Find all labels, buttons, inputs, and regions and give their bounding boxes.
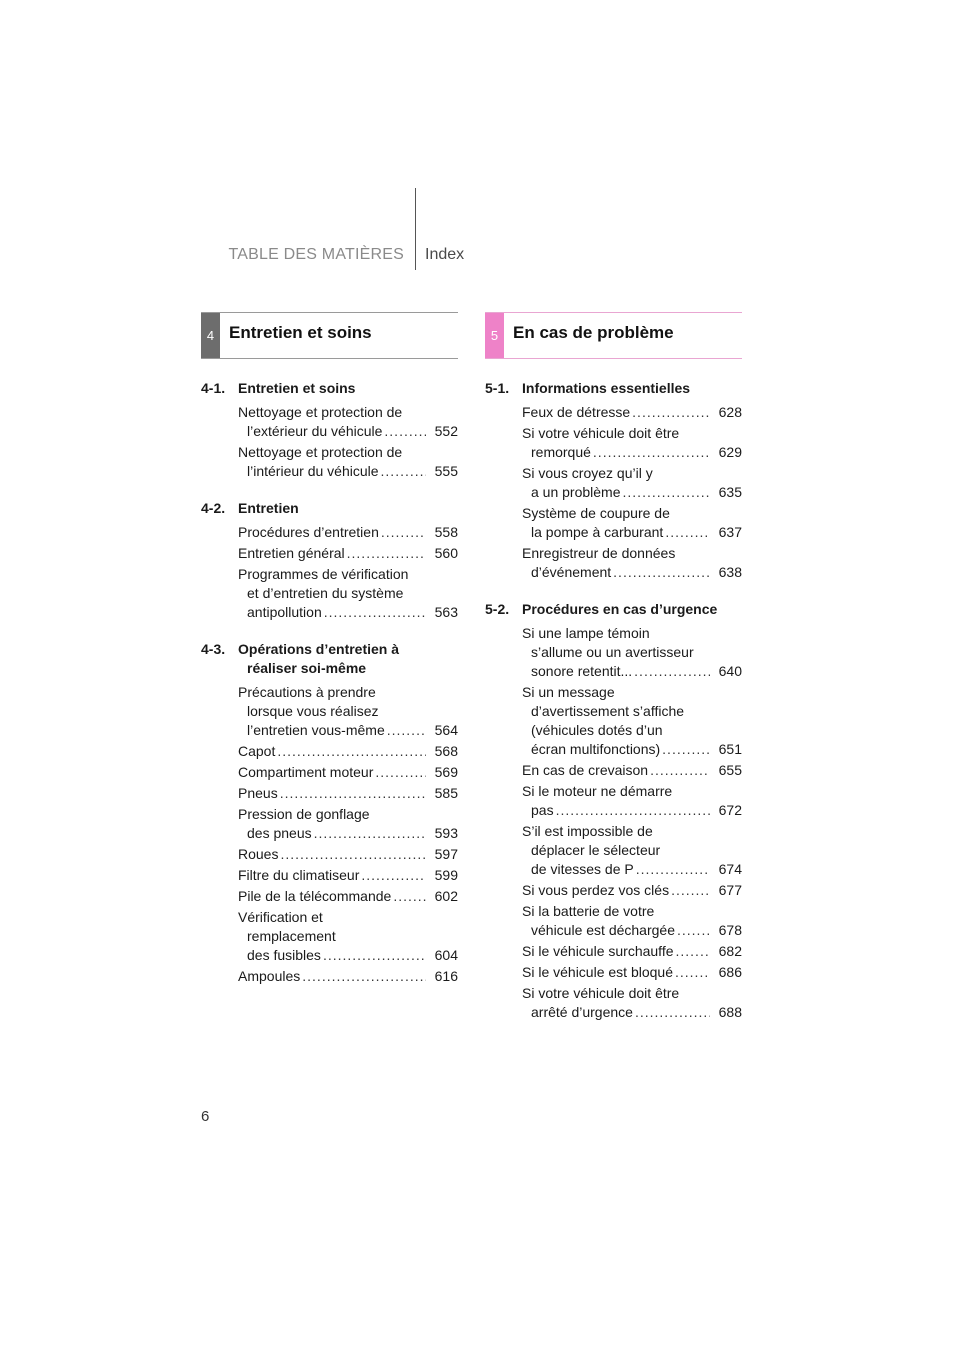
toc-entry[interactable] — [522, 464, 742, 502]
dot-leader — [393, 887, 426, 906]
entry-last-line — [522, 761, 742, 780]
group-title-text — [238, 640, 458, 678]
entry-text-line: sonore retentit... — [531, 663, 633, 679]
group-title-text — [238, 379, 458, 398]
group-title[interactable] — [485, 379, 742, 401]
entry-text-line: Ampoules — [238, 968, 301, 984]
entry-text-line: la pompe à carburant — [531, 524, 664, 540]
entry-last-line — [238, 742, 458, 761]
page-number: 6 — [201, 1108, 210, 1125]
entry-text-line: (véhicules dotés d’un — [531, 722, 663, 738]
entry-last-line — [238, 462, 458, 481]
entry-text-line: Capot — [238, 743, 276, 759]
group-title-text — [522, 379, 742, 398]
section-tab-number: 5 — [485, 313, 504, 358]
group-number: 4-1. — [201, 380, 226, 396]
entry-last-line — [522, 740, 742, 759]
section-5-column — [485, 312, 742, 1040]
entry-text-line: Vérification et — [238, 909, 323, 925]
page-reference: 682 — [718, 943, 742, 959]
entry-text-line: d’avertissement s’affiche — [531, 703, 685, 719]
group-title-line: Entretien — [238, 500, 299, 516]
entry-text-line: Si votre véhicule doit être — [522, 425, 680, 441]
entry-last-line — [238, 845, 458, 864]
dot-leader — [347, 544, 426, 563]
entry-text-line: arrêté d’urgence — [531, 1004, 633, 1020]
entry-text-line: lorsque vous réalisez — [247, 703, 379, 719]
entry-text-line: Si vous perdez vos clés — [522, 882, 670, 898]
entry-last-line — [522, 523, 742, 542]
group-number: 4-3. — [201, 641, 226, 657]
entry-text-line: Si le véhicule surchauffe — [522, 943, 674, 959]
entry-last-line — [522, 942, 742, 961]
toc-entry[interactable] — [238, 443, 458, 481]
entry-list — [485, 403, 742, 582]
dot-leader — [636, 860, 710, 879]
toc-entry[interactable] — [522, 963, 742, 982]
page-reference: 688 — [718, 1004, 742, 1020]
dot-leader — [634, 662, 710, 681]
toc-entry[interactable] — [522, 782, 742, 820]
dot-leader — [613, 563, 710, 582]
dot-leader — [324, 603, 426, 622]
section-header-maintenance[interactable] — [201, 312, 458, 359]
dot-leader — [280, 845, 426, 864]
entry-last-line — [522, 563, 742, 582]
entry-text-line: Feux de détresse — [522, 404, 631, 420]
dot-leader — [671, 881, 710, 900]
page-reference: 674 — [718, 861, 742, 877]
toc-group — [485, 600, 742, 1022]
toc-entry[interactable] — [238, 523, 458, 542]
dot-leader — [323, 946, 426, 965]
entry-list — [485, 624, 742, 1022]
entry-text-line: remplacement — [247, 928, 336, 944]
entry-text-line: pas — [531, 802, 554, 818]
toc-groups — [201, 379, 458, 986]
index-link[interactable]: Index — [425, 246, 465, 263]
dot-leader — [593, 443, 710, 462]
entry-text-line: Programmes de vérification — [238, 566, 409, 582]
entry-last-line — [238, 887, 458, 906]
toc-entry[interactable] — [238, 887, 458, 906]
toc-entry[interactable] — [522, 822, 742, 879]
entry-text-line: antipollution — [247, 604, 322, 620]
entry-text-line: Si un message — [522, 684, 615, 700]
entry-text-line: Système de coupure de — [522, 505, 670, 521]
toc-entry[interactable] — [522, 942, 742, 961]
entry-last-line — [522, 1003, 742, 1022]
dot-leader — [675, 963, 710, 982]
entry-text-line: l’entretien vous-même — [247, 722, 385, 738]
toc-link[interactable]: TABLE DES MATIÈRES — [228, 246, 404, 263]
entry-list — [201, 523, 458, 622]
page-reference: 678 — [718, 922, 742, 938]
dot-leader — [676, 942, 711, 961]
entry-text-line: véhicule est déchargée — [531, 922, 675, 938]
entry-text-line: Si votre véhicule doit être — [522, 985, 680, 1001]
entry-text-line: écran multifonctions) — [531, 741, 661, 757]
group-title-line: réaliser soi-même — [247, 660, 367, 676]
entry-text-line: a un problème — [531, 484, 621, 500]
page-reference: 638 — [718, 564, 742, 580]
dot-leader — [677, 921, 710, 940]
entry-last-line — [238, 866, 458, 885]
entry-last-line — [238, 523, 458, 542]
toc-entry[interactable] — [522, 881, 742, 900]
page-reference: 686 — [718, 964, 742, 980]
toc-entry[interactable] — [522, 504, 742, 542]
entry-text-line: Pneus — [238, 785, 278, 801]
toc-entry[interactable] — [238, 544, 458, 563]
page-reference: 599 — [434, 867, 458, 883]
entry-text-line: d’événement — [531, 564, 612, 580]
toc-entry[interactable] — [522, 403, 742, 422]
dot-leader — [650, 761, 710, 780]
page-reference: 593 — [434, 825, 458, 841]
dot-leader — [384, 422, 426, 441]
entry-text-line: Nettoyage et protection de — [238, 404, 403, 420]
group-title-text — [522, 600, 742, 619]
page-reference: 655 — [718, 762, 742, 778]
entry-last-line — [238, 603, 458, 622]
dot-leader — [381, 523, 426, 542]
entry-last-line — [522, 801, 742, 820]
toc-entry[interactable] — [238, 763, 458, 782]
page-reference: 616 — [434, 968, 458, 984]
entry-text-line: Si le véhicule est bloqué — [522, 964, 673, 980]
dot-leader — [277, 742, 426, 761]
group-number: 4-2. — [201, 500, 226, 516]
group-title-line: Entretien et soins — [238, 380, 356, 396]
entry-text-line: des pneus — [247, 825, 312, 841]
page-reference: 569 — [434, 764, 458, 780]
top-navigation — [0, 0, 960, 270]
toc-entry[interactable] — [522, 424, 742, 462]
toc-entry[interactable] — [522, 624, 742, 681]
page-reference: 677 — [718, 882, 742, 898]
dot-leader — [302, 967, 426, 986]
toc-entry[interactable] — [238, 403, 458, 441]
dot-leader — [381, 462, 426, 481]
entry-text-line: remorqué — [531, 444, 591, 460]
toc-entry[interactable] — [238, 742, 458, 761]
section-title: Entretien et soins — [229, 323, 372, 342]
entry-last-line — [238, 544, 458, 563]
entry-text-line: Roues — [238, 846, 279, 862]
entry-text-line: Filtre du climatiseur — [238, 867, 360, 883]
entry-last-line — [522, 921, 742, 940]
page-reference: 555 — [434, 463, 458, 479]
entry-last-line — [238, 824, 458, 843]
page-reference: 552 — [434, 423, 458, 439]
page-reference: 602 — [434, 888, 458, 904]
group-number: 5-1. — [485, 380, 510, 396]
entry-text-line: S’il est impossible de — [522, 823, 653, 839]
toc-entry[interactable] — [238, 866, 458, 885]
toc-entry[interactable] — [238, 805, 458, 843]
entry-text-line: l’extérieur du véhicule — [247, 423, 383, 439]
entry-text-line: Si une lampe témoin — [522, 625, 650, 641]
section-tab-number: 4 — [201, 313, 220, 358]
page-reference: 597 — [434, 846, 458, 862]
dot-leader — [375, 763, 426, 782]
page-reference: 558 — [434, 524, 458, 540]
dot-leader — [280, 784, 426, 803]
entry-text-line: Pile de la télécommande — [238, 888, 392, 904]
group-title-line: Informations essentielles — [522, 380, 691, 396]
nav-divider — [415, 188, 416, 270]
group-number: 5-2. — [485, 601, 510, 617]
toc-entry[interactable] — [522, 683, 742, 759]
entry-list — [201, 403, 458, 481]
page-reference: 560 — [434, 545, 458, 561]
entry-text-line: Compartiment moteur — [238, 764, 374, 780]
entry-last-line — [522, 881, 742, 900]
page-reference: 568 — [434, 743, 458, 759]
toc-group — [201, 379, 458, 481]
dot-leader — [556, 801, 710, 820]
entry-text-line: Si la batterie de votre — [522, 903, 655, 919]
dot-leader — [662, 740, 710, 759]
entry-last-line — [238, 763, 458, 782]
toc-entry[interactable] — [238, 683, 458, 740]
entry-text-line: Si vous croyez qu’il y — [522, 465, 653, 481]
entry-last-line — [522, 403, 742, 422]
entry-last-line — [238, 946, 458, 965]
dot-leader — [635, 1003, 710, 1022]
entry-last-line — [522, 860, 742, 879]
toc-entry[interactable] — [522, 984, 742, 1022]
toc-entry[interactable] — [238, 565, 458, 622]
page-reference: 563 — [434, 604, 458, 620]
dot-leader — [665, 523, 710, 542]
entry-text-line: s’allume ou un avertisseur — [531, 644, 694, 660]
entry-text-line: déplacer le sélecteur — [531, 842, 661, 858]
entry-text-line: Nettoyage et protection de — [238, 444, 403, 460]
group-title[interactable] — [201, 379, 458, 401]
entry-text-line: l’intérieur du véhicule — [247, 463, 379, 479]
entry-last-line — [238, 784, 458, 803]
entry-last-line — [238, 721, 458, 740]
toc-groups — [485, 379, 742, 1022]
toc-entry[interactable] — [522, 902, 742, 940]
page-reference: 635 — [718, 484, 742, 500]
entry-text-line: et d’entretien du système — [247, 585, 404, 601]
toc-entry[interactable] — [238, 845, 458, 864]
entry-text-line: Enregistreur de données — [522, 545, 676, 561]
page-reference: 585 — [434, 785, 458, 801]
entry-text-line: des fusibles — [247, 947, 321, 963]
toc-entry[interactable] — [238, 908, 458, 965]
group-title[interactable] — [201, 640, 458, 681]
entry-list — [201, 683, 458, 986]
group-title[interactable] — [485, 600, 742, 622]
entry-last-line — [238, 422, 458, 441]
entry-text-line: Si le moteur ne démarre — [522, 783, 673, 799]
section-title: En cas de problème — [513, 323, 674, 342]
dot-leader — [387, 721, 426, 740]
page-reference: 564 — [434, 722, 458, 738]
page-reference: 672 — [718, 802, 742, 818]
toc-entry[interactable] — [522, 761, 742, 780]
entry-last-line — [238, 967, 458, 986]
toc-group — [201, 640, 458, 986]
page-reference: 629 — [718, 444, 742, 460]
entry-last-line — [522, 963, 742, 982]
section-header-troubleshooting[interactable] — [485, 312, 742, 359]
section-4-column — [201, 312, 458, 1004]
entry-last-line — [522, 483, 742, 502]
dot-leader — [632, 403, 710, 422]
page-reference: 637 — [718, 524, 742, 540]
entry-text-line: Entretien général — [238, 545, 345, 561]
toc-entry[interactable] — [238, 967, 458, 986]
group-title-text — [238, 499, 458, 518]
dot-leader — [314, 824, 426, 843]
group-title-line: Procédures en cas d’urgence — [522, 601, 718, 617]
entry-text-line: Procédures d’entretien — [238, 524, 379, 540]
page-reference: 628 — [718, 404, 742, 420]
toc-entry[interactable] — [522, 544, 742, 582]
page-reference: 604 — [434, 947, 458, 963]
entry-text-line: Pression de gonflage — [238, 806, 370, 822]
toc-group — [201, 499, 458, 622]
toc-entry[interactable] — [238, 784, 458, 803]
entry-last-line — [522, 443, 742, 462]
group-title[interactable] — [201, 499, 458, 521]
entry-last-line — [522, 662, 742, 681]
group-title-line: Opérations d’entretien à — [238, 641, 400, 657]
page-reference: 651 — [718, 741, 742, 757]
dot-leader — [623, 483, 710, 502]
dot-leader — [361, 866, 426, 885]
entry-text-line: de vitesses de P — [531, 861, 634, 877]
page-reference: 640 — [718, 663, 742, 679]
toc-group — [485, 379, 742, 582]
entry-text-line: En cas de crevaison — [522, 762, 649, 778]
entry-text-line: Précautions à prendre — [238, 684, 376, 700]
